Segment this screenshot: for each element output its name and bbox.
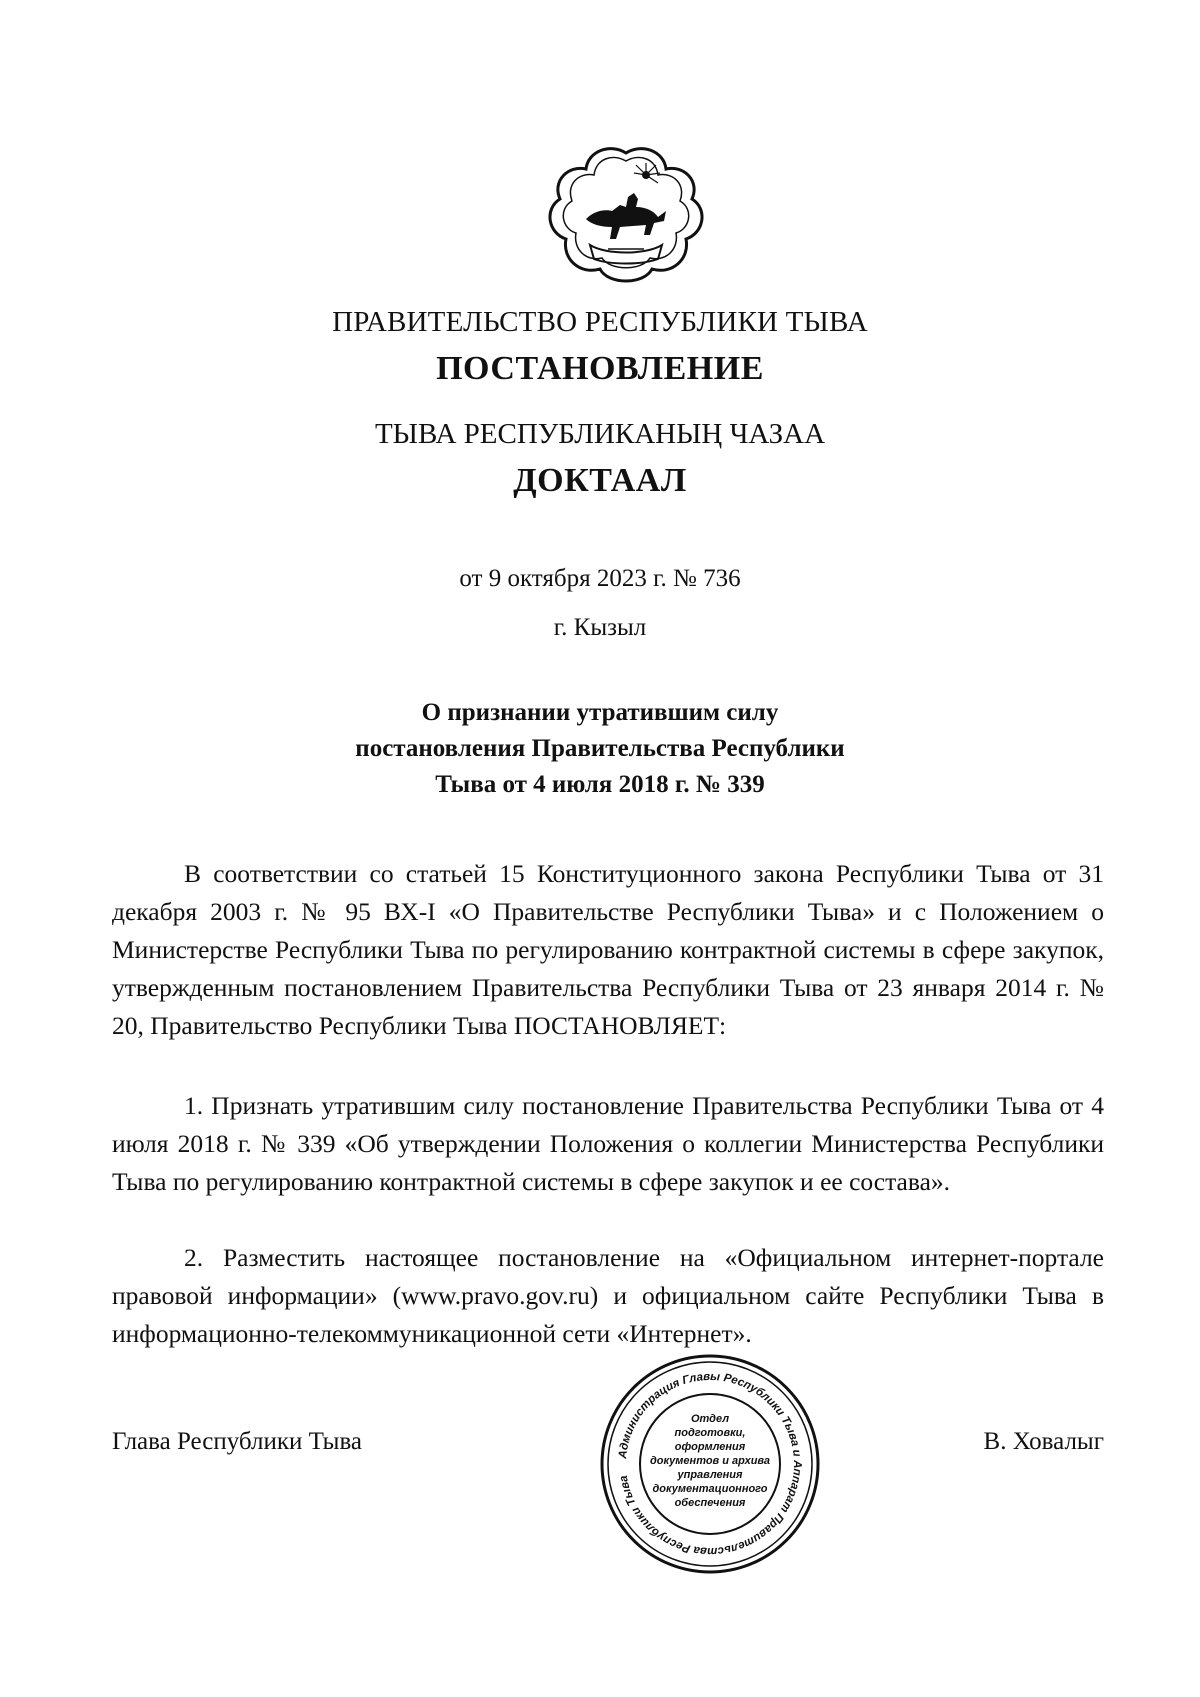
official-stamp-icon: [598, 1352, 822, 1576]
tuva-emblem-icon: [546, 145, 706, 285]
stamp-center-line: управления: [677, 1469, 743, 1481]
stamp-center-line: подготовки,: [674, 1427, 746, 1439]
signatory-position: Глава Республики Тыва: [112, 1428, 363, 1455]
stamp-center-line: оформления: [674, 1441, 746, 1453]
document-type-ru: ПОСТАНОВЛЕНИЕ: [436, 350, 764, 387]
title-line: О признании утратившим силу: [421, 699, 779, 726]
title-line: постановления Правительства Республики: [355, 735, 845, 762]
signatory-name: В. Ховалыг: [983, 1428, 1104, 1455]
document-city: г. Кызыл: [553, 614, 647, 641]
stamp-center-line: обеспечения: [674, 1497, 746, 1509]
document-type-tyv: ДОКТААЛ: [513, 462, 687, 499]
government-name-tyv: ТЫВА РЕСПУБЛИКАНЫҢ ЧАЗАА: [374, 418, 826, 450]
stamp-center-line: документов и архива: [649, 1455, 771, 1467]
title-line: Тыва от 4 июля 2018 г. № 339: [435, 771, 765, 798]
stamp-ring-text: Администрация Главы Республики Тыва и Аппарат Правительства Республики Тыва: [617, 1370, 804, 1558]
decree-item-2: 2. Разместить настоящее постановление на «Официальном интернет-портале правовой информации» (www.pravo.gov.ru) и официальном сайте Республики Тыва в информационно-телекоммуникационной сети «Интернет».: [112, 1243, 1104, 1348]
document-date-number: от 9 октября 2023 г. № 736: [459, 565, 741, 592]
stamp-center-line: документационного: [652, 1483, 768, 1495]
document-title: [0, 695, 1200, 803]
preamble-paragraph: В соответствии со статьей 15 Конституционного закона Республики Тыва от 31 декабря 2003 г. № 95 ВХ-I «О Правительстве Республики Тыва» и с Положением о Министерстве Республики Тыва по регулированию контрактной системы в сфере закупок, утвержденным постановлением Правительства Республики Тыва от 23 января 2014 г. № 20, Правительство Республики Тыва ПОСТАНОВЛЯЕТ:: [112, 859, 1104, 1040]
decree-item-1: 1. Признать утратившим силу постановление Правительства Республики Тыва от 4 июля 2018 г. № 339 «Об утверждении Положения о коллегии Министерства Республики Тыва по регулированию контрактной системы в сфере закупок и ее состава».: [112, 1091, 1104, 1196]
government-name-ru: ПРАВИТЕЛЬСТВО РЕСПУБЛИКИ ТЫВА: [332, 306, 868, 338]
stamp-center-line: Отдел: [690, 1413, 730, 1425]
